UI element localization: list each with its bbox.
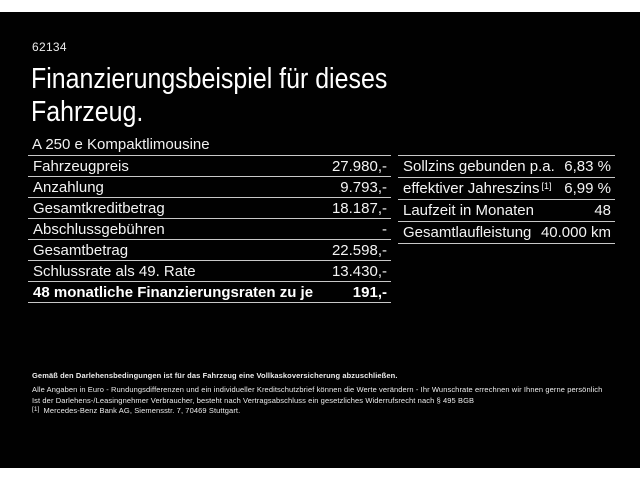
table-row: [28, 198, 391, 219]
row-label: Anzahlung: [33, 178, 104, 196]
row-value: 13.430,-: [331, 262, 387, 280]
content-panel: [0, 12, 640, 468]
footnote-reference-sup: [1]: [541, 181, 552, 191]
row-label: Schlussrate als 49. Rate: [33, 262, 196, 280]
page-title-line-2: Fahrzeug.: [31, 96, 144, 128]
footnote-marker-sup: [1]: [32, 406, 40, 413]
row-value: 9.793,-: [340, 178, 387, 196]
table-row: [398, 222, 615, 244]
row-value: 48: [594, 202, 611, 219]
row-label: Fahrzeugpreis: [33, 157, 129, 175]
row-label: effektiver Jahreszins [1]: [403, 180, 552, 197]
row-value: 22.598,-: [331, 241, 387, 259]
table-row: [398, 178, 615, 200]
disclaimer-line-1: Alle Angaben in Euro - Rundungsdifferenzen und ein individueller Kreditschutzbrief können die Werte verändern - Ihr Wunschrate errechnen wir Ihnen gerne persönlich: [32, 385, 603, 394]
table-row: [28, 177, 391, 198]
row-value: 27.980,-: [331, 157, 387, 175]
financing-table: [28, 155, 391, 303]
row-value: 191,-: [352, 283, 387, 301]
table-row: [28, 219, 391, 240]
footnote-text: Mercedes-Benz Bank AG, Siemensstr. 7, 70469 Stuttgart.: [43, 406, 241, 415]
row-value: 18.187,-: [331, 199, 387, 217]
conditions-table: [398, 155, 615, 244]
stock-number: 62134: [32, 40, 67, 54]
table-row: [398, 200, 615, 222]
insurance-note: Gemäß den Darlehensbedingungen ist für das Fahrzeug eine Vollkaskoversicherung abzuschließen.: [32, 371, 398, 380]
row-value: 40.000 km: [540, 224, 611, 241]
page-title: [31, 63, 387, 129]
letterbox-top: [0, 0, 640, 12]
row-value: 6,99 %: [564, 180, 611, 197]
page-title-line-1: Finanzierungsbeispiel für dieses: [31, 63, 388, 95]
row-label: Sollzins gebunden p.a.: [403, 158, 555, 175]
table-row: [28, 240, 391, 261]
bank-footnote: [32, 406, 240, 415]
row-value: 6,83 %: [564, 158, 611, 175]
row-label: Laufzeit in Monaten: [403, 202, 534, 219]
table-row: [28, 261, 391, 282]
row-label: Gesamtkreditbetrag: [33, 199, 165, 217]
table-row-monthly-rate: [28, 282, 391, 303]
disclaimer-line-2: Ist der Darlehens-/Leasingnehmer Verbraucher, besteht nach Vertragsabschluss ein gesetzliches Widerrufsrecht nach § 495 BGB: [32, 396, 475, 405]
row-label: Gesamtbetrag: [33, 241, 129, 259]
row-label: 48 monatliche Finanzierungsraten zu je: [33, 283, 314, 301]
table-row: [398, 156, 615, 178]
row-label: Gesamtlaufleistung: [403, 224, 532, 241]
vehicle-model: A 250 e Kompaktlimousine: [32, 136, 210, 153]
row-value: -: [382, 220, 387, 238]
table-row: [28, 156, 391, 177]
letterbox-bottom: [0, 468, 640, 480]
row-label: Abschlussgebühren: [33, 220, 165, 238]
